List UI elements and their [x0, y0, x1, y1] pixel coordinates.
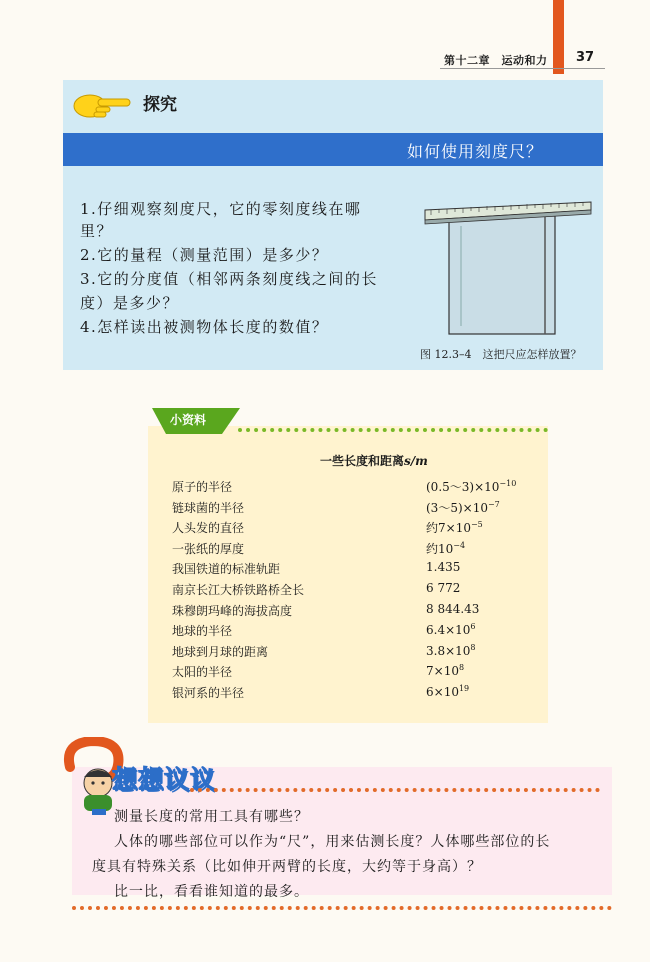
table-row-value-base: 8 844.43 [426, 601, 480, 616]
table-row-label: 原子的半径 [172, 480, 233, 494]
table-row-value [426, 478, 516, 495]
table-row-value [426, 663, 464, 678]
table-row-value-base: 1.435 [426, 560, 461, 575]
table-row-label: 太阳的半径 [172, 665, 233, 680]
table-title-text: 一些长度和距离 [320, 454, 405, 468]
info-dotted-divider [238, 428, 548, 432]
table-row-value-base: 7×10 [426, 664, 459, 679]
table-row-label: 一张纸的厚度 [172, 541, 245, 556]
think-top-dotted-divider [190, 788, 600, 792]
table-row-label: 人头发的直径 [172, 521, 245, 536]
table-row-value-exponent: 8 [458, 663, 465, 673]
table-row-value-base: 约7×10 [426, 521, 471, 536]
table-row-value [426, 560, 460, 574]
table-row-value-base: 3.8×10 [426, 643, 471, 658]
question-4: 4.怎样读出被测物体长度的数值？ [80, 318, 329, 336]
chapter-title: 第十二章 运动和力 [444, 54, 548, 67]
explore-banner [63, 133, 603, 166]
info-tag-label: 小资料 [170, 413, 207, 427]
ruler-on-book-figure [421, 196, 593, 338]
table-row-value-exponent: 6 [470, 622, 476, 632]
table-row-value-base: 6×10 [426, 685, 459, 699]
think-title: 想想议议 [112, 765, 217, 794]
think-line-2: 人体的哪些部位可以作为“尺”，用来估测长度？人体哪些部位的长 [114, 834, 551, 850]
table-row-value-base: 6.4×10 [426, 623, 471, 638]
table-row-value-exponent: −10 [499, 479, 517, 488]
table-row-value [426, 519, 483, 536]
chapter-tab-marker [553, 0, 564, 74]
table-title [320, 452, 428, 469]
think-line-3: 度具有特殊关系（比如伸开两臂的长度，大约等于身高）？ [92, 859, 482, 875]
explore-banner-title: 如何使用刻度尺？ [406, 142, 543, 161]
table-row-label: 南京长江大桥铁路桥全长 [172, 583, 305, 597]
table-row-label: 地球的半径 [172, 624, 233, 639]
table-row-value-exponent: −7 [487, 499, 500, 509]
header-divider [440, 68, 605, 69]
pointing-hand-icon [70, 90, 134, 120]
table-row-label: 我国铁道的标准轨距 [172, 562, 281, 577]
question-3: 3.它的分度值（相邻两条刻度线之间的长 [80, 270, 378, 288]
question-2: 2.它的量程（测量范围）是多少？ [80, 246, 329, 264]
table-row-value [426, 684, 469, 699]
table-row-label: 链球菌的半径 [172, 500, 245, 515]
page-number: 37 [576, 50, 595, 65]
table-row-value-exponent: −5 [470, 520, 483, 530]
table-row-value-base: (0.5～3)×10 [426, 480, 500, 494]
table-row-label: 银河系的半径 [172, 686, 245, 700]
question-3-cont: 度）是多少？ [80, 294, 180, 312]
table-row-value [426, 540, 465, 557]
table-row-value-base: (3～5)×10 [426, 500, 488, 515]
table-row-value-exponent: 19 [458, 684, 470, 693]
think-line-4: 比一比，看看谁知道的最多。 [114, 884, 309, 900]
table-row-value [426, 622, 476, 637]
table-row-value-base: 6 772 [426, 581, 461, 595]
question-1-cont: 里？ [80, 222, 114, 240]
think-line-1: 测量长度的常用工具有哪些？ [114, 809, 309, 825]
table-row-value [426, 499, 500, 516]
table-row-value-exponent: 8 [470, 642, 476, 652]
table-unit: s/m [404, 454, 428, 468]
table-row-label: 地球到月球的距离 [172, 644, 269, 659]
table-row-value [426, 602, 479, 616]
question-1: 1.仔细观察刻度尺，它的零刻度线在哪 [80, 200, 362, 218]
table-row-value-exponent: −4 [453, 540, 466, 550]
table-row-value [426, 643, 476, 658]
think-bottom-dotted-divider [72, 906, 612, 910]
explore-label: 探究 [143, 95, 177, 115]
figure-caption: 图 12.3–4 这把尺应怎样放置？ [420, 348, 582, 361]
table-row-label: 珠穆朗玛峰的海拔高度 [172, 603, 293, 618]
table-row-value [426, 581, 460, 595]
table-row-value-base: 约10 [426, 541, 454, 556]
